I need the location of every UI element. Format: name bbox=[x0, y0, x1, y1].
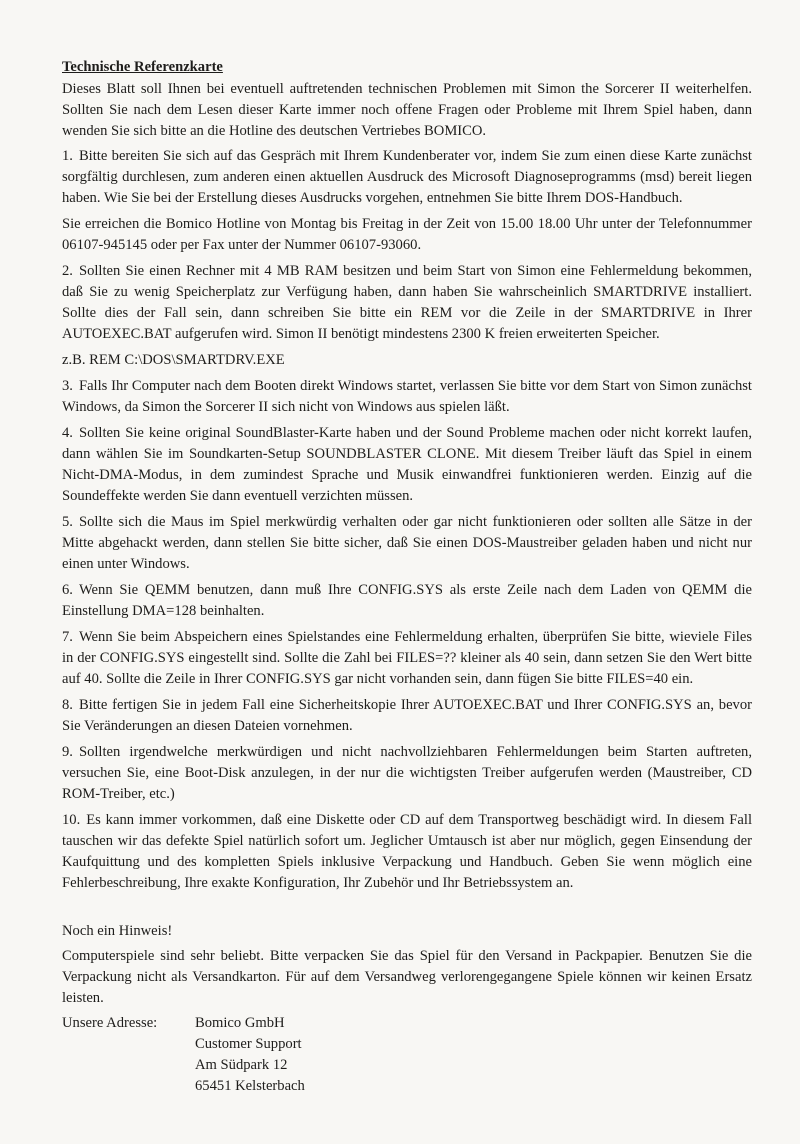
item-text: Wenn Sie beim Abspeichern eines Spielstandes eine Fehlermeldung erhalten, überprüfen Sie bitte, wieviele Files in der CONFIG.SYS eingestellt sind. Sollte die Zahl bei FILES=?? kleiner als 40 sein, dann setzen Sie den Wert bitte auf 40. Sollte die Zeile in Ihrer CONFIG.SYS gar nicht vorhanden sein, dann fügen Sie bitte FILES=40 ein. bbox=[62, 629, 752, 687]
address-line: Bomico GmbH bbox=[195, 1015, 285, 1031]
item-number: 8. bbox=[62, 697, 73, 713]
address-line: 65451 Kelsterbach bbox=[195, 1078, 305, 1094]
item-text: Falls Ihr Computer nach dem Booten direkt Windows startet, verlassen Sie bitte vor dem Start von Simon zunächst Windows, da Simon the Sorcerer II sich nicht von Windows aus spielen läßt. bbox=[62, 378, 752, 415]
item-7 bbox=[62, 627, 752, 690]
item-3 bbox=[62, 376, 752, 418]
example-line bbox=[62, 350, 752, 371]
item-9 bbox=[62, 742, 752, 805]
item-text: Wenn Sie QEMM benutzen, dann muß Ihre CONFIG.SYS als erste Zeile nach dem Laden von QEMM die Einstellung DMA=128 beinhalten. bbox=[62, 582, 752, 619]
item-text: Sollten irgendwelche merkwürdigen und nicht nachvollziehbaren Fehlermeldungen beim Starten auftreten, versuchen Sie, eine Boot-Disk anzulegen, in der nur die wichtigsten Treiber aufgerufen werden (Maustreiber, CD ROM-Treiber, etc.) bbox=[62, 744, 752, 802]
item-1 bbox=[62, 146, 752, 209]
address-line: Am Südpark 12 bbox=[195, 1057, 288, 1073]
item-number: 3. bbox=[62, 378, 73, 394]
item-number: 7. bbox=[62, 629, 73, 645]
item-text: Bitte fertigen Sie in jedem Fall eine Sicherheitskopie Ihrer AUTOEXEC.BAT und Ihrer CONFIG.SYS an, bevor Sie Veränderungen an diesen Dateien vornehmen. bbox=[62, 697, 752, 734]
address-label: Unsere Adresse: bbox=[62, 1015, 158, 1031]
intro-paragraph: Dieses Blatt soll Ihnen bei eventuell auftretenden technischen Problemen mit Simon the Sorcerer II weiterhelfen. Sollten Sie nach dem Lesen dieser Karte immer noch offene Fragen oder Probleme mit Ihrem Spiel haben, dann wenden Sie sich bitte an die Hotline des deutschen Vertriebes BOMICO. bbox=[62, 81, 752, 139]
hotline-paragraph bbox=[62, 214, 752, 256]
item-number: 1. bbox=[62, 148, 73, 164]
item-number: 4. bbox=[62, 425, 73, 441]
address-lines bbox=[195, 1013, 752, 1097]
item-text: Sollte sich die Maus im Spiel merkwürdig verhalten oder gar nicht funktionieren oder sollten alle Sätze in der Mitte abgehackt werden, dann stellen Sie bitte sicher, daß Sie einen DOS-Maustreiber geladen haben und nicht nur einen unter Windows. bbox=[62, 514, 752, 572]
address-line: Customer Support bbox=[195, 1036, 302, 1052]
item-text: Es kann immer vorkommen, daß eine Diskette oder CD auf dem Transportweg beschädigt wird. In diesem Fall tauschen wir das defekte Spiel natürlich sofort um. Jeglicher Umtausch ist aber nur möglich, gegen Einsendung der Kaufquittung und des kompletten Spiels inklusive Verpackung und Handbuch. Geben Sie wenn möglich eine Fehlerbeschreibung, Ihre exakte Konfiguration, Ihr Zubehör und Ihr Betriebssystem an. bbox=[62, 812, 752, 891]
item-2 bbox=[62, 261, 752, 345]
item-number: 9. bbox=[62, 744, 73, 760]
hint-title: Noch ein Hinweis! bbox=[62, 923, 173, 939]
item-number: 2. bbox=[62, 263, 73, 279]
item-text: Bitte bereiten Sie sich auf das Gespräch mit Ihrem Kundenberater vor, indem Sie zum einen diese Karte zunächst sorgfältig durchlesen, zum anderen einen aktuellen Ausdruck des Microsoft Diagnoseprogramms (msd) bereit liegen haben. Wie Sie bei der Erstellung dieses Ausdrucks vorgehen, entnehmen Sie bitte Ihrem DOS-Handbuch. bbox=[62, 148, 752, 206]
document-content bbox=[62, 57, 752, 1097]
address-block bbox=[62, 1013, 752, 1097]
item-number: 5. bbox=[62, 514, 73, 530]
document-title: Technische Referenzkarte bbox=[62, 59, 223, 75]
item-text: z.B. REM C:\DOS\SMARTDRV.EXE bbox=[62, 352, 285, 368]
item-8 bbox=[62, 695, 752, 737]
item-5 bbox=[62, 512, 752, 575]
item-10 bbox=[62, 810, 752, 894]
item-6 bbox=[62, 580, 752, 622]
item-number: 6. bbox=[62, 582, 73, 598]
section-gap bbox=[62, 899, 752, 921]
item-4 bbox=[62, 423, 752, 507]
item-text: Sollten Sie einen Rechner mit 4 MB RAM besitzen und beim Start von Simon eine Fehlermeldung bekommen, daß Sie zu wenig Speicherplatz zur Verfügung haben, dann haben Sie wahrscheinlich SMARTDRIVE installiert. Sollte dies der Fall sein, dann schreiben Sie bitte ein REM vor die Zeile in der SMARTDRIVE in Ihrer AUTOEXEC.BAT aufgerufen wird. Simon II benötigt mindestens 2300 K freien erweiterten Speicher. bbox=[62, 263, 752, 342]
hint-paragraph: Computerspiele sind sehr beliebt. Bitte verpacken Sie das Spiel für den Versand in Packpapier. Benutzen Sie die Verpackung nicht als Versandkarton. Für auf dem Versandweg verlorengegangene Spiele können wir keinen Ersatz leisten. bbox=[62, 948, 752, 1006]
item-number: 10. bbox=[62, 812, 81, 828]
item-text: Sie erreichen die Bomico Hotline von Montag bis Freitag in der Zeit von 15.00 18.00 Uhr unter der Telefonnummer 06107-945145 oder per Fax unter der Nummer 06107-93060. bbox=[62, 216, 752, 253]
item-text: Sollten Sie keine original SoundBlaster-Karte haben und der Sound Probleme machen oder nicht korrekt laufen, dann wählen Sie im Soundkarten-Setup SOUNDBLASTER CLONE. Mit diesem Treiber läuft das Spiel in einem Nicht-DMA-Modus, in dem zumindest Sprache und Musik einwandfrei funktionieren werden. Einzig auf die Soundeffekte werden Sie dann eventuell verzichten müssen. bbox=[62, 425, 752, 504]
